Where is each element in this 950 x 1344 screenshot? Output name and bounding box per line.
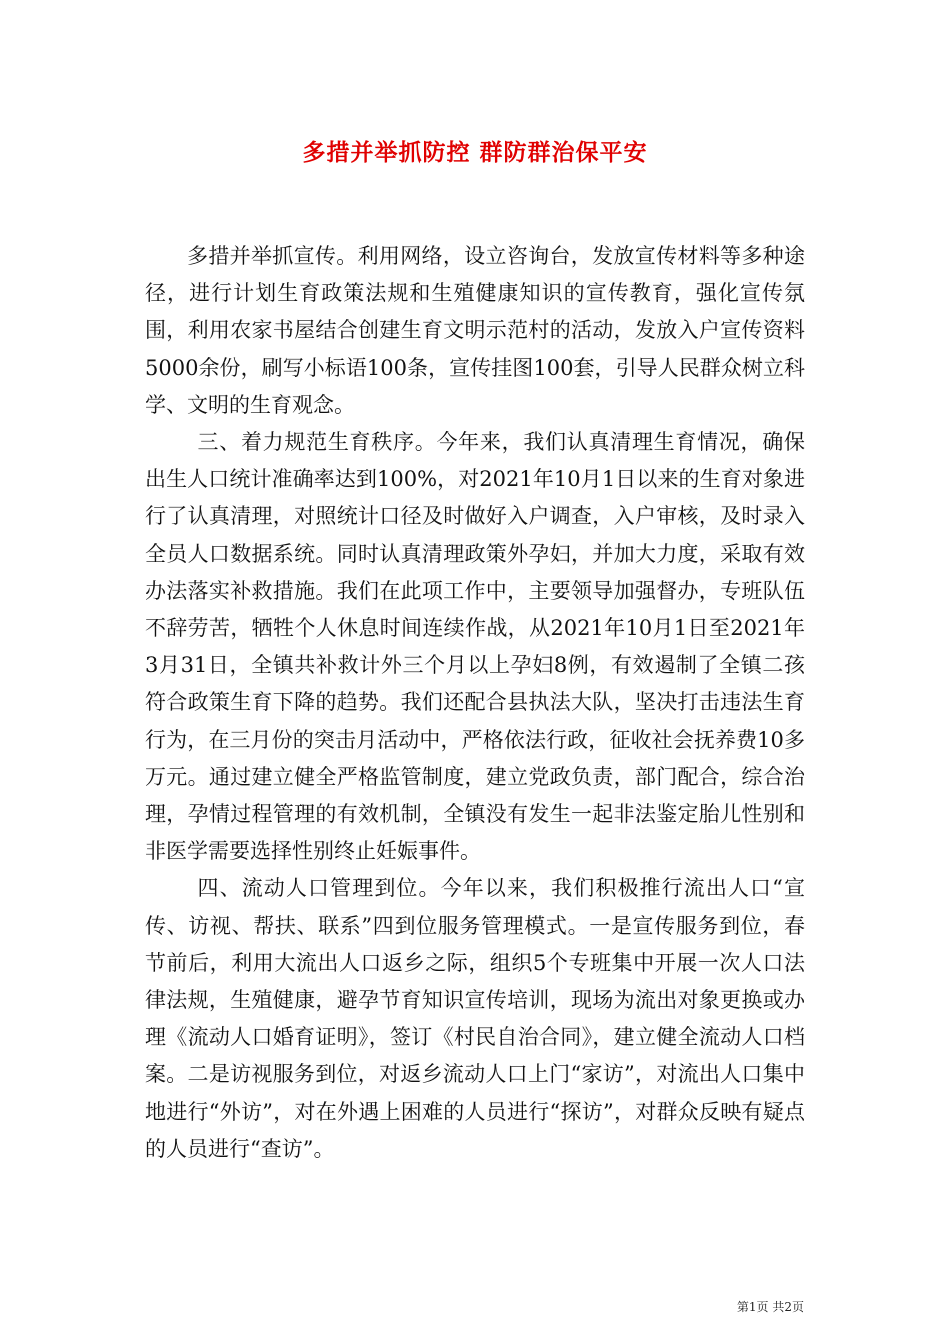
paragraph-publicity: 多措并举抓宣传。利用网络，设立咨询台，发放宣传材料等多种途径，进行计划生育政策法规和生殖健康知识的宣传教育，强化宣传氛围，利用农家书屋结合创建生育文明示范村的活动，发放入户宣传资料5000余份，刷写小标语100条，宣传挂图100套，引导人民群众树立科学、文明的生育观念。 xyxy=(145,244,805,417)
page-number: 第1页 共2页 xyxy=(736,1300,804,1314)
paragraph-floating-population: 四、流动人口管理到位。今年以来，我们积极推行流出人口“宣传、访视、帮扶、联系”四到位服务管理模式。一是宣传服务到位，春节前后，利用大流出人口返乡之际，组织5个专班集中开展一次人口法律法规，生殖健康，避孕节育知识宣传培训，现场为流出对象更换或办理《流动人口婚育证明》，签订《村民自治合同》，建立健全流动人口档案。二是访视服务到位，对返乡流动人口上门“家访”，对流出人口集中地进行“外访”，对在外遇上困难的人员进行“探访”，对群众反映有疑点的人员进行“查访”。 xyxy=(145,876,805,1161)
document-title: 多措并举抓防控 群防群治保平安 xyxy=(302,139,648,166)
paragraph-birth-order: 三、着力规范生育秩序。今年来，我们认真清理生育情况，确保出生人口统计准确率达到100%，对2021年10月1日以来的生育对象进行了认真清理，对照统计口径及时做好入户调查，入户审核，及时录入全员人口数据系统。同时认真清理政策外孕妇，并加大力度，采取有效办法落实补救措施。我们在此项工作中，主要领导加强督办，专班队伍不辞劳苦，牺牲个人休息时间连续作战，从2021年10月1日至2021年3月31日，全镇共补救计外三个月以上孕妇8例，有效遏制了全镇二孩符合政策生育下降的趋势。我们还配合县执法大队，坚决打击违法生育行为，在三月份的突击月活动中，严格依法行政，征收社会抚养费10多万元。通过建立健全严格监管制度，建立党政负责，部门配合，综合治理，孕情过程管理的有效机制，全镇没有发生一起非法鉴定胎儿性别和非医学需要选择性别终止妊娠事件。 xyxy=(145,430,805,864)
document-body xyxy=(145,238,805,1168)
